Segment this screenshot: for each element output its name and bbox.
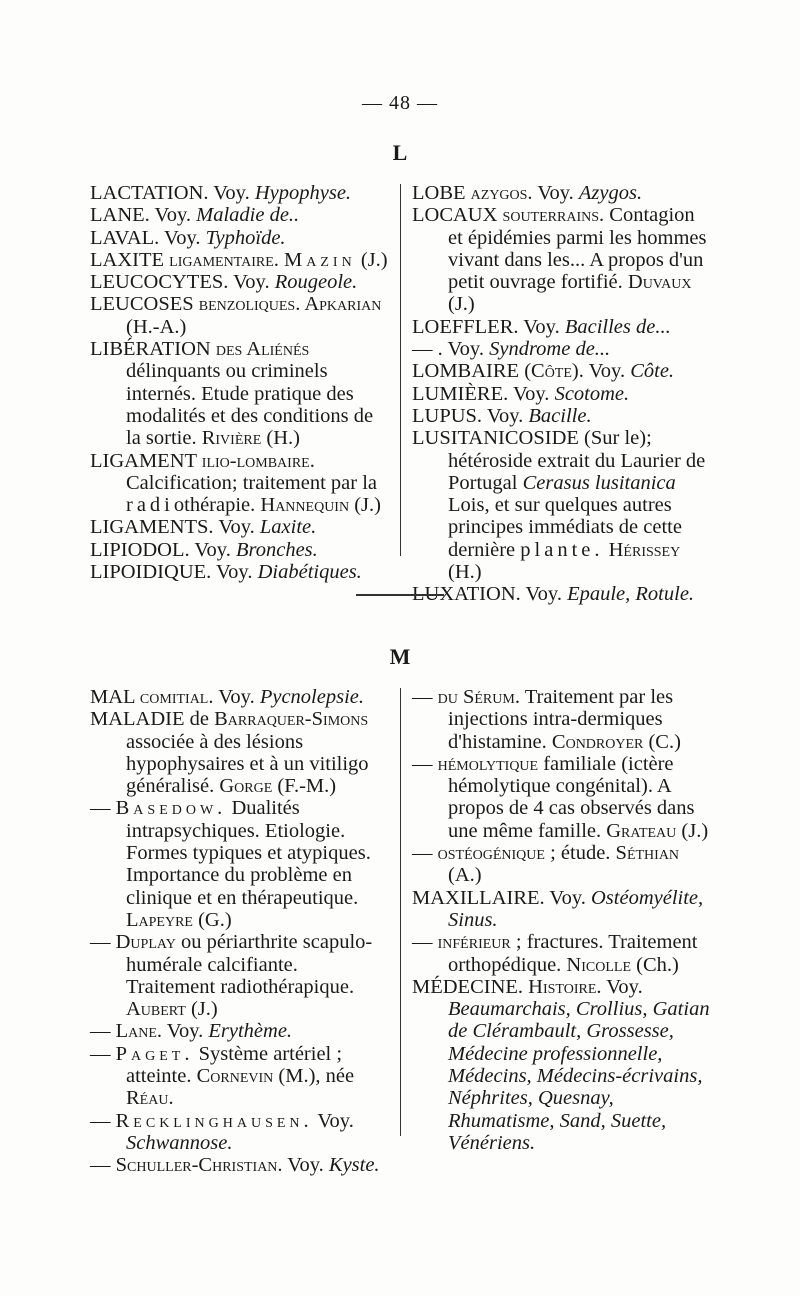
index-entry <box>412 887 712 932</box>
entry-text-run: Paget. <box>115 1042 194 1065</box>
entry-text-run: Schwannose. <box>126 1131 233 1154</box>
entry-text-run: — <box>90 797 116 820</box>
entry-text-run: (J.) <box>355 248 388 271</box>
entry-text-run: souterrains. <box>502 204 605 227</box>
index-entry <box>412 338 712 360</box>
entry-text-run: LUPUS. Voy. <box>412 404 529 427</box>
entry-text-run: (F.-M.) <box>272 775 337 798</box>
entry-text-run: Bacille. <box>528 404 592 427</box>
entry-text-run: LAVAL. Voy. <box>90 226 206 249</box>
index-entry <box>90 539 390 561</box>
entry-text-run: MAXILLAIRE. Voy. <box>412 886 591 909</box>
entry-text-run: LOEFFLER. Voy. <box>412 315 565 338</box>
entry-text-run: MAL <box>90 686 140 708</box>
index-entry <box>90 450 390 517</box>
entry-text-run: Aubert <box>126 998 186 1021</box>
entry-text-run: Condroyer <box>551 730 644 753</box>
entry-text-run: MÉDECINE. <box>412 975 529 998</box>
entry-text-run: (H.-A.) <box>126 315 187 338</box>
entry-text-run: Gorge <box>219 775 273 798</box>
index-column-m-left <box>90 686 390 1177</box>
entry-text-run: ilio-lombaire. <box>201 449 315 472</box>
index-entry <box>90 227 390 249</box>
entry-text-run: Rougeole. <box>274 271 358 294</box>
entry-text-run: LOCAUX <box>412 204 503 227</box>
entry-text-run: Voy. <box>583 360 631 383</box>
section-separator-rule <box>356 594 444 596</box>
entry-text-run: Hannequin <box>260 494 350 517</box>
index-entry <box>90 797 390 931</box>
index-entry <box>90 293 390 338</box>
entry-text-run: — <box>412 842 438 865</box>
entry-text-run: (J.) <box>349 494 381 517</box>
entry-text-run: Beaumarchais, Crollius, Gatian de Clérambault, Grossesse, Médecine professionnelle, Médecins, Médecins-écrivains, Néphrites, Quesnay, Rhumatisme, Sand, Suette, Vénériens. <box>448 998 710 1154</box>
entry-text-run: — <box>90 1020 116 1043</box>
entry-text-run: Hérissey <box>608 538 681 561</box>
index-entry <box>412 842 712 887</box>
entry-text-run: (C.) <box>643 730 681 753</box>
entry-text-run: Bacilles de... <box>564 315 671 338</box>
entry-text-run: LOMBAIRE <box>412 360 525 383</box>
entry-text-run: ou périarthrite scapulo-humérale calcifiante. Traitement radiothérapique. <box>126 931 373 998</box>
entry-text-run: LUXATION. Voy. <box>412 583 568 606</box>
entry-text-run: LIGAMENT <box>90 449 202 472</box>
entry-text-run: Erythème. <box>208 1020 293 1043</box>
entry-text-run: Ostéomyélite, Sinus. <box>448 886 704 931</box>
entry-text-run: Lapeyre <box>126 908 193 931</box>
entry-text-run: (G.) <box>192 908 232 931</box>
entry-text-run: (Côte). <box>524 360 584 383</box>
entry-text-run: Epaule, Rotule. <box>567 583 695 606</box>
entry-text-run: Maladie de.. <box>196 204 300 227</box>
entry-text-run: — . Voy. <box>412 338 490 361</box>
entry-text-run: LIPOIDIQUE. Voy. <box>90 561 258 584</box>
entry-text-run: Typhoïde. <box>205 226 286 249</box>
index-entry <box>90 561 390 583</box>
section-heading-m: M <box>389 644 411 669</box>
entry-text-run: — <box>90 931 116 954</box>
column-divider-l <box>400 184 401 556</box>
entry-text-run: Cerasus lusitanica <box>522 471 676 494</box>
entry-text-run: Basedow. <box>115 797 227 820</box>
entry-text-run: Mazin <box>284 248 356 271</box>
entry-text-run: hémolytique <box>437 752 539 775</box>
index-entry <box>412 583 712 605</box>
index-entry <box>90 1110 390 1155</box>
index-entry <box>412 383 712 405</box>
index-entry <box>412 360 712 382</box>
index-entry <box>412 182 712 204</box>
entry-text-run: LUSITANICOSIDE (Sur le); hétéroside extrait du Laurier de Portugal <box>412 427 706 494</box>
entry-text-run: azygos. <box>470 182 533 204</box>
entry-text-run: LANE. Voy. <box>90 204 197 227</box>
entry-text-run: Côte. <box>630 360 675 383</box>
entry-text-run: LOBE <box>412 182 471 204</box>
entry-text-run: (A.) <box>448 864 482 887</box>
entry-text-run: Réau. <box>126 1087 174 1110</box>
entry-text-run: benzoliques. Apkarian <box>198 293 382 316</box>
entry-text-run: Voy. <box>532 182 579 204</box>
entry-text-run: — <box>412 686 438 708</box>
entry-text-run: des Aliénés <box>215 338 310 361</box>
entry-text-run: délinquants ou criminels internés. Etude pratique des modalités et des conditions de la sortie. <box>126 360 374 450</box>
entry-text-run: inférieur <box>437 931 511 954</box>
entry-text-run: Dualités intrapsychiques. Etiologie. Formes typiques et atypiques. Importance du problème en clinique et en thérapeutique. <box>126 797 371 909</box>
index-entry <box>412 686 712 753</box>
entry-text-run: Syndrome de... <box>489 338 611 361</box>
index-entry <box>412 316 712 338</box>
entry-text-run: (M.), née <box>273 1065 355 1088</box>
entry-text-run: LIPIODOL. Voy. <box>90 538 236 561</box>
entry-text-run: Contagion et épidémies parmi les hommes vivant dans les... A propos d'un petit ouvrage fortifié. <box>448 204 707 294</box>
entry-text-run: Azygos. <box>578 182 643 204</box>
entry-text-run: plante. <box>520 538 604 561</box>
index-entry <box>412 931 712 976</box>
entry-text-run: Séthian <box>615 842 680 865</box>
entry-text-run: Voy. <box>601 975 643 998</box>
entry-text-run: LACTATION. Voy. <box>90 182 255 204</box>
entry-text-run: Pycnolepsie. <box>259 686 364 708</box>
index-entry <box>412 405 712 427</box>
column-divider-m <box>400 688 401 1136</box>
index-column-l-left <box>90 182 390 583</box>
entry-text-run: — <box>412 752 438 775</box>
index-entry <box>90 204 390 226</box>
entry-text-run: Bronches. <box>235 538 318 561</box>
index-entry <box>90 516 390 538</box>
index-entry <box>90 931 390 1020</box>
entry-text-run: Nicolle <box>566 953 631 976</box>
entry-text-run: Voy. <box>312 1109 354 1132</box>
entry-text-run: (H.) <box>261 427 300 450</box>
index-entry <box>412 204 712 315</box>
entry-text-run: Grateau <box>606 819 677 842</box>
entry-text-run: Voy. <box>282 1154 329 1177</box>
entry-text-run: (Ch.) <box>631 953 679 976</box>
entry-text-run: Recklinghausen. <box>115 1109 313 1132</box>
index-entry <box>90 271 390 293</box>
index-entry <box>90 182 390 204</box>
entry-text-run: LAXITE <box>90 248 170 271</box>
entry-text-run: Système artériel ; atteinte. <box>126 1042 343 1088</box>
entry-text-run: — <box>412 931 438 954</box>
index-entry <box>90 708 390 797</box>
entry-text-run: Schuller-Christian. <box>115 1154 283 1177</box>
entry-text-run: Kyste. <box>328 1154 380 1177</box>
entry-text-run: Voy. <box>162 1020 209 1043</box>
entry-text-run: LIGAMENTS. Voy. <box>90 516 260 539</box>
entry-text-run: LEUCOSES <box>90 293 199 316</box>
entry-text-run: comitial. <box>139 686 214 708</box>
entry-text-run: Traitement par les injections intra-dermiques d'histamine. <box>448 686 674 753</box>
entry-text-run: — <box>90 1042 116 1065</box>
section-heading-l: L <box>392 140 408 165</box>
entry-text-run: MALADIE de <box>90 708 215 731</box>
index-column-m-right <box>412 686 712 1154</box>
entry-text-run: Histoire. <box>528 975 602 998</box>
entry-text-run: LEUCOCYTES. Voy. <box>90 271 275 294</box>
index-entry <box>90 686 390 708</box>
entry-text-run: Hypophyse. <box>254 182 352 204</box>
index-entry <box>90 249 390 271</box>
index-entry <box>90 1043 390 1110</box>
entry-text-run: LIBÉRATION <box>90 338 216 361</box>
index-entry <box>412 753 712 842</box>
entry-text-run: Barraquer-Simons <box>214 708 369 731</box>
entry-text-run: Lois, et sur quelques autres principes immédiats de cette dernière <box>448 494 682 561</box>
entry-text-run: ; étude. <box>544 842 616 865</box>
entry-text-run: (J.) <box>448 293 475 316</box>
page-number: — 48 — <box>362 92 438 114</box>
entry-text-run: (H.) <box>448 561 482 584</box>
entry-text-run: — <box>90 1154 116 1177</box>
entry-text-run: du Sérum. <box>437 686 520 708</box>
entry-text-run: (J.) <box>185 998 218 1021</box>
entry-text-run: Calcification; traitement par la <box>126 471 378 494</box>
entry-text-run: ligamentaire. <box>169 248 285 271</box>
entry-text-run: Rivière <box>201 427 262 450</box>
index-entry <box>90 1020 390 1042</box>
index-entry <box>412 976 712 1154</box>
entry-text-run: Duvaux <box>627 271 692 294</box>
entry-text-run: ostéogénique <box>437 842 545 865</box>
entry-text-run: othérapie. <box>173 494 261 517</box>
entry-text-run: radi <box>126 494 174 517</box>
entry-text-run: Voy. <box>213 686 260 708</box>
entry-text-run: Cornevin <box>196 1065 274 1088</box>
entry-text-run: (J.) <box>676 819 709 842</box>
entry-text-run: Diabétiques. <box>257 561 362 584</box>
entry-text-run: familiale (ictère hémolytique congénital). A propos de 4 cas observés dans une même famille. <box>448 752 695 842</box>
index-column-l-right <box>412 182 712 606</box>
entry-text-run: LUMIÈRE. Voy. <box>412 382 555 405</box>
entry-text-run: Laxite. <box>259 516 317 539</box>
entry-text-run: Lane. <box>115 1020 163 1043</box>
entry-text-run: ; fractures. Traitement orthopédique. <box>448 931 698 976</box>
entry-text-run: Duplay <box>115 931 176 954</box>
index-entry <box>412 427 712 583</box>
index-entry <box>90 338 390 449</box>
entry-text-run: Scotome. <box>554 382 630 405</box>
entry-text-run: associée à des lésions hypophysaires et à un vitiligo généralisé. <box>126 730 369 798</box>
index-entry <box>90 1154 390 1176</box>
entry-text-run: — <box>90 1109 116 1132</box>
